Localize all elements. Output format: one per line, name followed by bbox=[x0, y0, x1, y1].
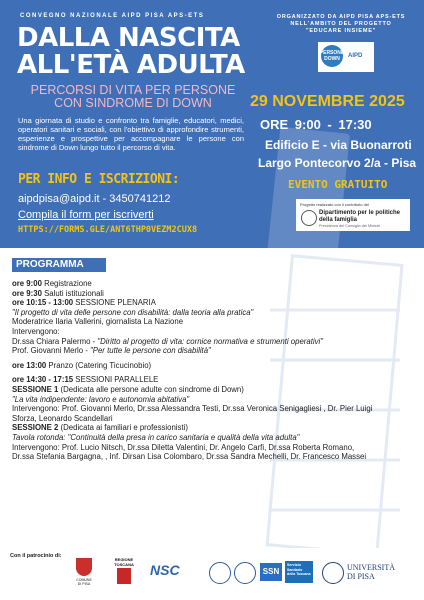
event-date: 29 NOVEMBRE 2025 bbox=[250, 93, 405, 110]
regione-toscana-logo bbox=[110, 558, 138, 588]
programme-text: SESSIONE PLENARIA bbox=[75, 298, 156, 308]
programme-item bbox=[12, 298, 412, 308]
session-1-heading bbox=[12, 385, 412, 395]
speaker-talk: "Diritto al progetto di vita: cornice normativa e strumenti operativi" bbox=[97, 336, 324, 346]
plenary-moderator: Moderatrice Ilaria Vallerini, giornalista La Nazione bbox=[12, 317, 184, 327]
session-2-heading bbox=[12, 423, 412, 433]
seal-icon bbox=[209, 562, 231, 584]
programme-list bbox=[12, 279, 412, 462]
free-event-badge: EVENTO GRATUITO bbox=[288, 178, 388, 191]
session-1-speakers-cont: Sforza, Leonardo Scandellari bbox=[12, 413, 113, 423]
toscana-health-logo: Servizio Sanitario della Toscana bbox=[285, 561, 313, 583]
programme-text: Registrazione bbox=[44, 279, 92, 288]
organizer-line-3: "EDUCARE INSIEME" bbox=[305, 28, 377, 34]
project-logo-org: AIPD bbox=[348, 53, 363, 59]
venue-line-1: Edificio E - via Buonarroti bbox=[265, 138, 412, 152]
speaker-name: Dr.ssa Chiara Palermo - bbox=[12, 336, 98, 346]
republic-emblem-icon bbox=[301, 210, 317, 226]
session-label: SESSIONE 1 bbox=[12, 384, 59, 394]
programme-text: Saluti istituzionali bbox=[44, 288, 104, 298]
event-subtitle: PERCORSI DI VITA PER PERSONE CON SINDROME DI DOWN bbox=[30, 83, 236, 110]
organizer-note bbox=[266, 14, 416, 35]
plenary-speaker-2 bbox=[12, 346, 412, 356]
session-2-speakers-cont: Dr.ssa Stefania Bargagna, , Inf. Dirsan Lisa Colombaro, Dr.ssa Sandra Mechelli, Dr. Francesco Massei bbox=[12, 452, 367, 462]
ssn-logo: SSN bbox=[260, 563, 282, 581]
programme-text: Pranzo (Catering Ticucinobio) bbox=[48, 360, 152, 370]
university-pisa-logo bbox=[347, 563, 395, 581]
programme-item bbox=[12, 289, 412, 299]
programme-time: ore 9:00 bbox=[12, 279, 42, 288]
pegasus-icon bbox=[117, 568, 131, 584]
event-kicker: CONVEGNO NAZIONALE AIPD PISA APS-ETS bbox=[20, 13, 205, 19]
title-line-1: DALLA NASCITA bbox=[17, 23, 240, 53]
regione-line-2: TOSCANA bbox=[114, 561, 134, 567]
info-title: PER INFO E ISCRIZIONI: bbox=[18, 172, 180, 187]
plenary-theme: "Il progetto di vita delle persone con disabilità: dalla teoria alla pratica" bbox=[12, 307, 254, 317]
registration-form-link[interactable]: Compila il form per iscriverti bbox=[18, 209, 154, 221]
programme-item bbox=[12, 375, 412, 385]
contact-info[interactable]: aipdpisa@aipd.it - 3450741212 bbox=[18, 193, 171, 205]
university-seal-icon bbox=[322, 562, 344, 584]
programme-text: SESSIONI PARALLELE bbox=[75, 375, 159, 385]
speaker-talk: "Per tutte le persone con disabilità" bbox=[90, 346, 211, 356]
session-audience: (Dedicata ai familiari e professionisti) bbox=[58, 423, 188, 433]
university-line-1: UNIVERSITÀ bbox=[347, 563, 395, 572]
department-sub: Presidenza del Consiglio dei Ministri bbox=[319, 224, 380, 228]
department-small: Progetto realizzato con il contributo del bbox=[300, 202, 369, 207]
round-table-label: Tavola rotonda: bbox=[12, 432, 68, 442]
regione-line-1: REGIONE bbox=[114, 557, 134, 562]
project-logo-mark: PERSONE DOWN bbox=[321, 45, 343, 67]
programme-heading: PROGRAMMA bbox=[12, 258, 106, 272]
session-2-speakers: Intervengono: Prof. Lucio Nitsch, Dr.ssa Diletta Valentini, Dr. Angelo Carfi, Dr.ssa Roberta Romano, bbox=[12, 442, 355, 452]
event-title bbox=[17, 25, 245, 79]
project-logo bbox=[318, 42, 374, 72]
plenary-speakers-label: Intervengono: bbox=[12, 326, 60, 336]
comune-label: COMUNE DI PISA bbox=[76, 578, 92, 586]
patronage-label: Con il patrocinio di: bbox=[10, 553, 62, 559]
session-label: SESSIONE 2 bbox=[12, 423, 59, 433]
programme-time: ore 10:15 - 13:00 bbox=[12, 298, 74, 308]
venue-line-2: Largo Pontecorvo 2/a - Pisa bbox=[258, 156, 417, 170]
session-2-theme bbox=[12, 433, 412, 443]
programme-time: ore 9:30 bbox=[12, 288, 42, 298]
programme-item bbox=[12, 361, 412, 371]
speaker-name: Prof. Giovanni Merlo - bbox=[12, 346, 90, 356]
session-1-speakers: Intervengono: Prof. Giovanni Merlo, Dr.ssa Alessandra Testi, Dr.ssa Veronica Senigagliesi , Dr. Pier Luigi bbox=[12, 404, 373, 414]
programme-time: ore 13:00 bbox=[12, 360, 47, 370]
department-name: Dipartimento per le politiche della famiglia bbox=[319, 210, 401, 223]
event-intro: Una giornata di studio e confronto tra famiglie, educatori, medici, operatori sanitari e sociali, con l'obiettivo di approfondire strumenti, esperienze e prospettive per accompagnare le persone con sindrome di Down lungo tutto il percorso di vita. bbox=[18, 116, 244, 152]
organizer-line-1: ORGANIZZATO DA AIPD PISA APS-ETS bbox=[276, 14, 406, 20]
registration-url[interactable]: HTTPS://FORMS.GLE/ANT6THP0VEZM2CUX8 bbox=[18, 225, 198, 235]
university-line-2: DI PISA bbox=[347, 572, 375, 581]
organizer-line-2: NELL'AMBITO DEL PROGETTO bbox=[290, 21, 392, 27]
programme-time: ore 14:30 - 17:15 bbox=[12, 375, 74, 385]
nsc-logo: NSC bbox=[150, 562, 180, 578]
session-1-theme: "La vita indipendente: lavoro e autonomia abitativa" bbox=[12, 394, 190, 404]
session-audience: (Dedicata alle persone adulte con sindrome di Down) bbox=[58, 384, 244, 394]
programme-item bbox=[12, 279, 412, 289]
seal-icon bbox=[234, 562, 256, 584]
department-logo bbox=[296, 199, 410, 231]
event-time: ORE 9:00 - 17:30 bbox=[260, 117, 372, 132]
title-line-2: ALL'ETÀ ADULTA bbox=[17, 50, 245, 80]
plenary-speaker-1 bbox=[12, 337, 412, 347]
round-table-title: "Continuità della presa in carico sanitaria e qualità della vita adulta" bbox=[67, 432, 300, 442]
comune-pisa-logo bbox=[74, 558, 94, 584]
comune-crest-icon bbox=[76, 558, 92, 576]
